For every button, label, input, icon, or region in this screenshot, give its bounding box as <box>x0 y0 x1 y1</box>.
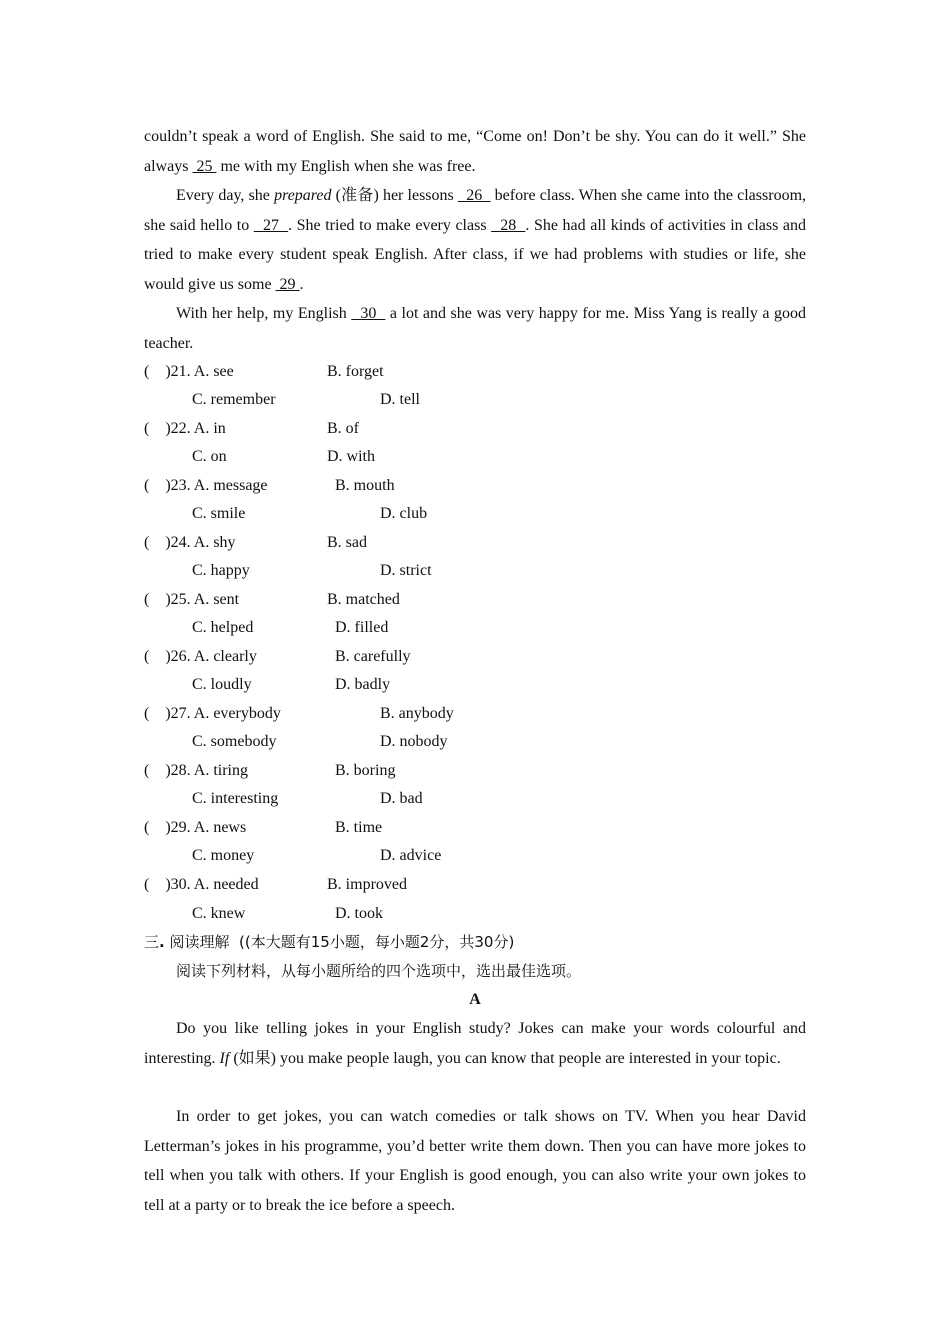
text: before class. When she came into the classroom, she said hello to <box>144 187 807 234</box>
blank-27: 27 <box>253 216 289 234</box>
option-c: C. happy <box>192 562 250 579</box>
cloze-paragraph-3 <box>144 299 806 358</box>
option-c: C. helped <box>192 619 254 636</box>
question-number-and-option-a: ( )28. A. tiring <box>144 762 248 779</box>
question-number-and-option-a: ( )30. A. needed <box>144 876 259 893</box>
question-number-and-option-a: ( )25. A. sent <box>144 591 240 608</box>
option-d: D. with <box>327 448 375 465</box>
italic-word: prepared <box>274 187 332 204</box>
question-number-and-option-a: ( )22. A. in <box>144 420 226 437</box>
text: couldn’t speak a word of English. She said to me, “Come on! Don’t be shy. You can do it well.” She always <box>144 128 806 175</box>
question-number-and-option-a: ( )29. A. news <box>144 819 247 836</box>
cloze-paragraph-2 <box>144 181 806 300</box>
option-c: C. somebody <box>192 733 277 750</box>
section-number: 三 <box>144 933 160 951</box>
blank-26: 26 <box>457 187 491 204</box>
text: me with my English when she was free. <box>216 157 476 175</box>
reading-paragraph-1 <box>144 1014 806 1073</box>
text: (准备) her lessons <box>331 187 458 204</box>
blank-25: 25 <box>192 157 217 175</box>
text: a lot and she was very happy for me. Miss Yang is really a good teacher. <box>144 305 807 352</box>
reading-paragraph-2: In order to get jokes, you can watch comedies or talk shows on TV. When you hear David Letterman’s jokes in his programme, you’d better write them down. Then you can have more jokes to tell when you talk with others. If your English is good enough, you can also write your own jokes to tell at a party or to break the ice before a speech. <box>144 1108 806 1215</box>
option-d: D. filled <box>335 619 389 636</box>
option-b: B. mouth <box>335 477 395 494</box>
section-title: 阅读理解 ((本大题有15小题，每小题2分，共30分) <box>164 933 515 951</box>
italic-word: If <box>219 1049 230 1067</box>
option-d: D. tell <box>380 391 420 408</box>
option-b: B. improved <box>327 876 407 893</box>
blank-29: 29 <box>275 276 300 294</box>
text: With her help, my English <box>176 305 352 322</box>
option-b: B. sad <box>327 534 367 551</box>
section-heading <box>144 932 514 952</box>
text: . <box>299 276 304 294</box>
option-c: C. money <box>192 847 255 864</box>
option-d: D. took <box>335 905 383 922</box>
question-number-and-option-a: ( )26. A. clearly <box>144 648 257 665</box>
blank-28: 28 <box>491 216 526 234</box>
text: . She tried to make every class <box>288 216 492 234</box>
option-d: D. advice <box>380 847 442 864</box>
option-b: B. boring <box>335 762 396 779</box>
question-number-and-option-a: ( )24. A. shy <box>144 534 236 551</box>
question-number-and-option-a: ( )21. A. see <box>144 363 234 380</box>
option-d: D. badly <box>335 676 391 693</box>
section-instruction: 阅读下列材料，从每小题所给的四个选项中，选出最佳选项。 <box>176 962 582 980</box>
text: . She had all kinds of activities in class and tried to make every student speak English. After class, if we had problems with studies or life, she would give us some <box>144 216 807 294</box>
option-d: D. strict <box>380 562 432 579</box>
text: Every day, she <box>176 187 275 204</box>
text: (如果) you make people laugh, you can know that people are interested in your topic. <box>229 1049 781 1067</box>
option-c: C. interesting <box>192 790 279 807</box>
section-dot: . <box>159 933 165 951</box>
option-b: B. time <box>335 819 383 836</box>
question-number-and-option-a: ( )23. A. message <box>144 477 268 494</box>
option-c: C. smile <box>192 505 246 522</box>
option-b: B. carefully <box>335 648 411 665</box>
passage-label: A <box>469 991 481 1008</box>
option-c: C. remember <box>192 391 276 408</box>
option-b: B. forget <box>327 363 384 380</box>
option-b: B. matched <box>327 591 400 608</box>
blank-30: 30 <box>351 305 386 322</box>
option-d: D. club <box>380 505 428 522</box>
text: Do you like telling jokes in your English study? Jokes can make your words colourful and interesting. <box>144 1020 806 1067</box>
option-c: C. on <box>192 448 227 465</box>
option-c: C. loudly <box>192 676 252 693</box>
option-b: B. of <box>327 420 359 437</box>
option-d: D. nobody <box>380 733 448 750</box>
option-c: C. knew <box>192 905 246 922</box>
question-number-and-option-a: ( )27. A. everybody <box>144 705 281 722</box>
option-d: D. bad <box>380 790 423 807</box>
cloze-paragraph-1 <box>144 122 806 181</box>
option-b: B. anybody <box>380 705 454 722</box>
